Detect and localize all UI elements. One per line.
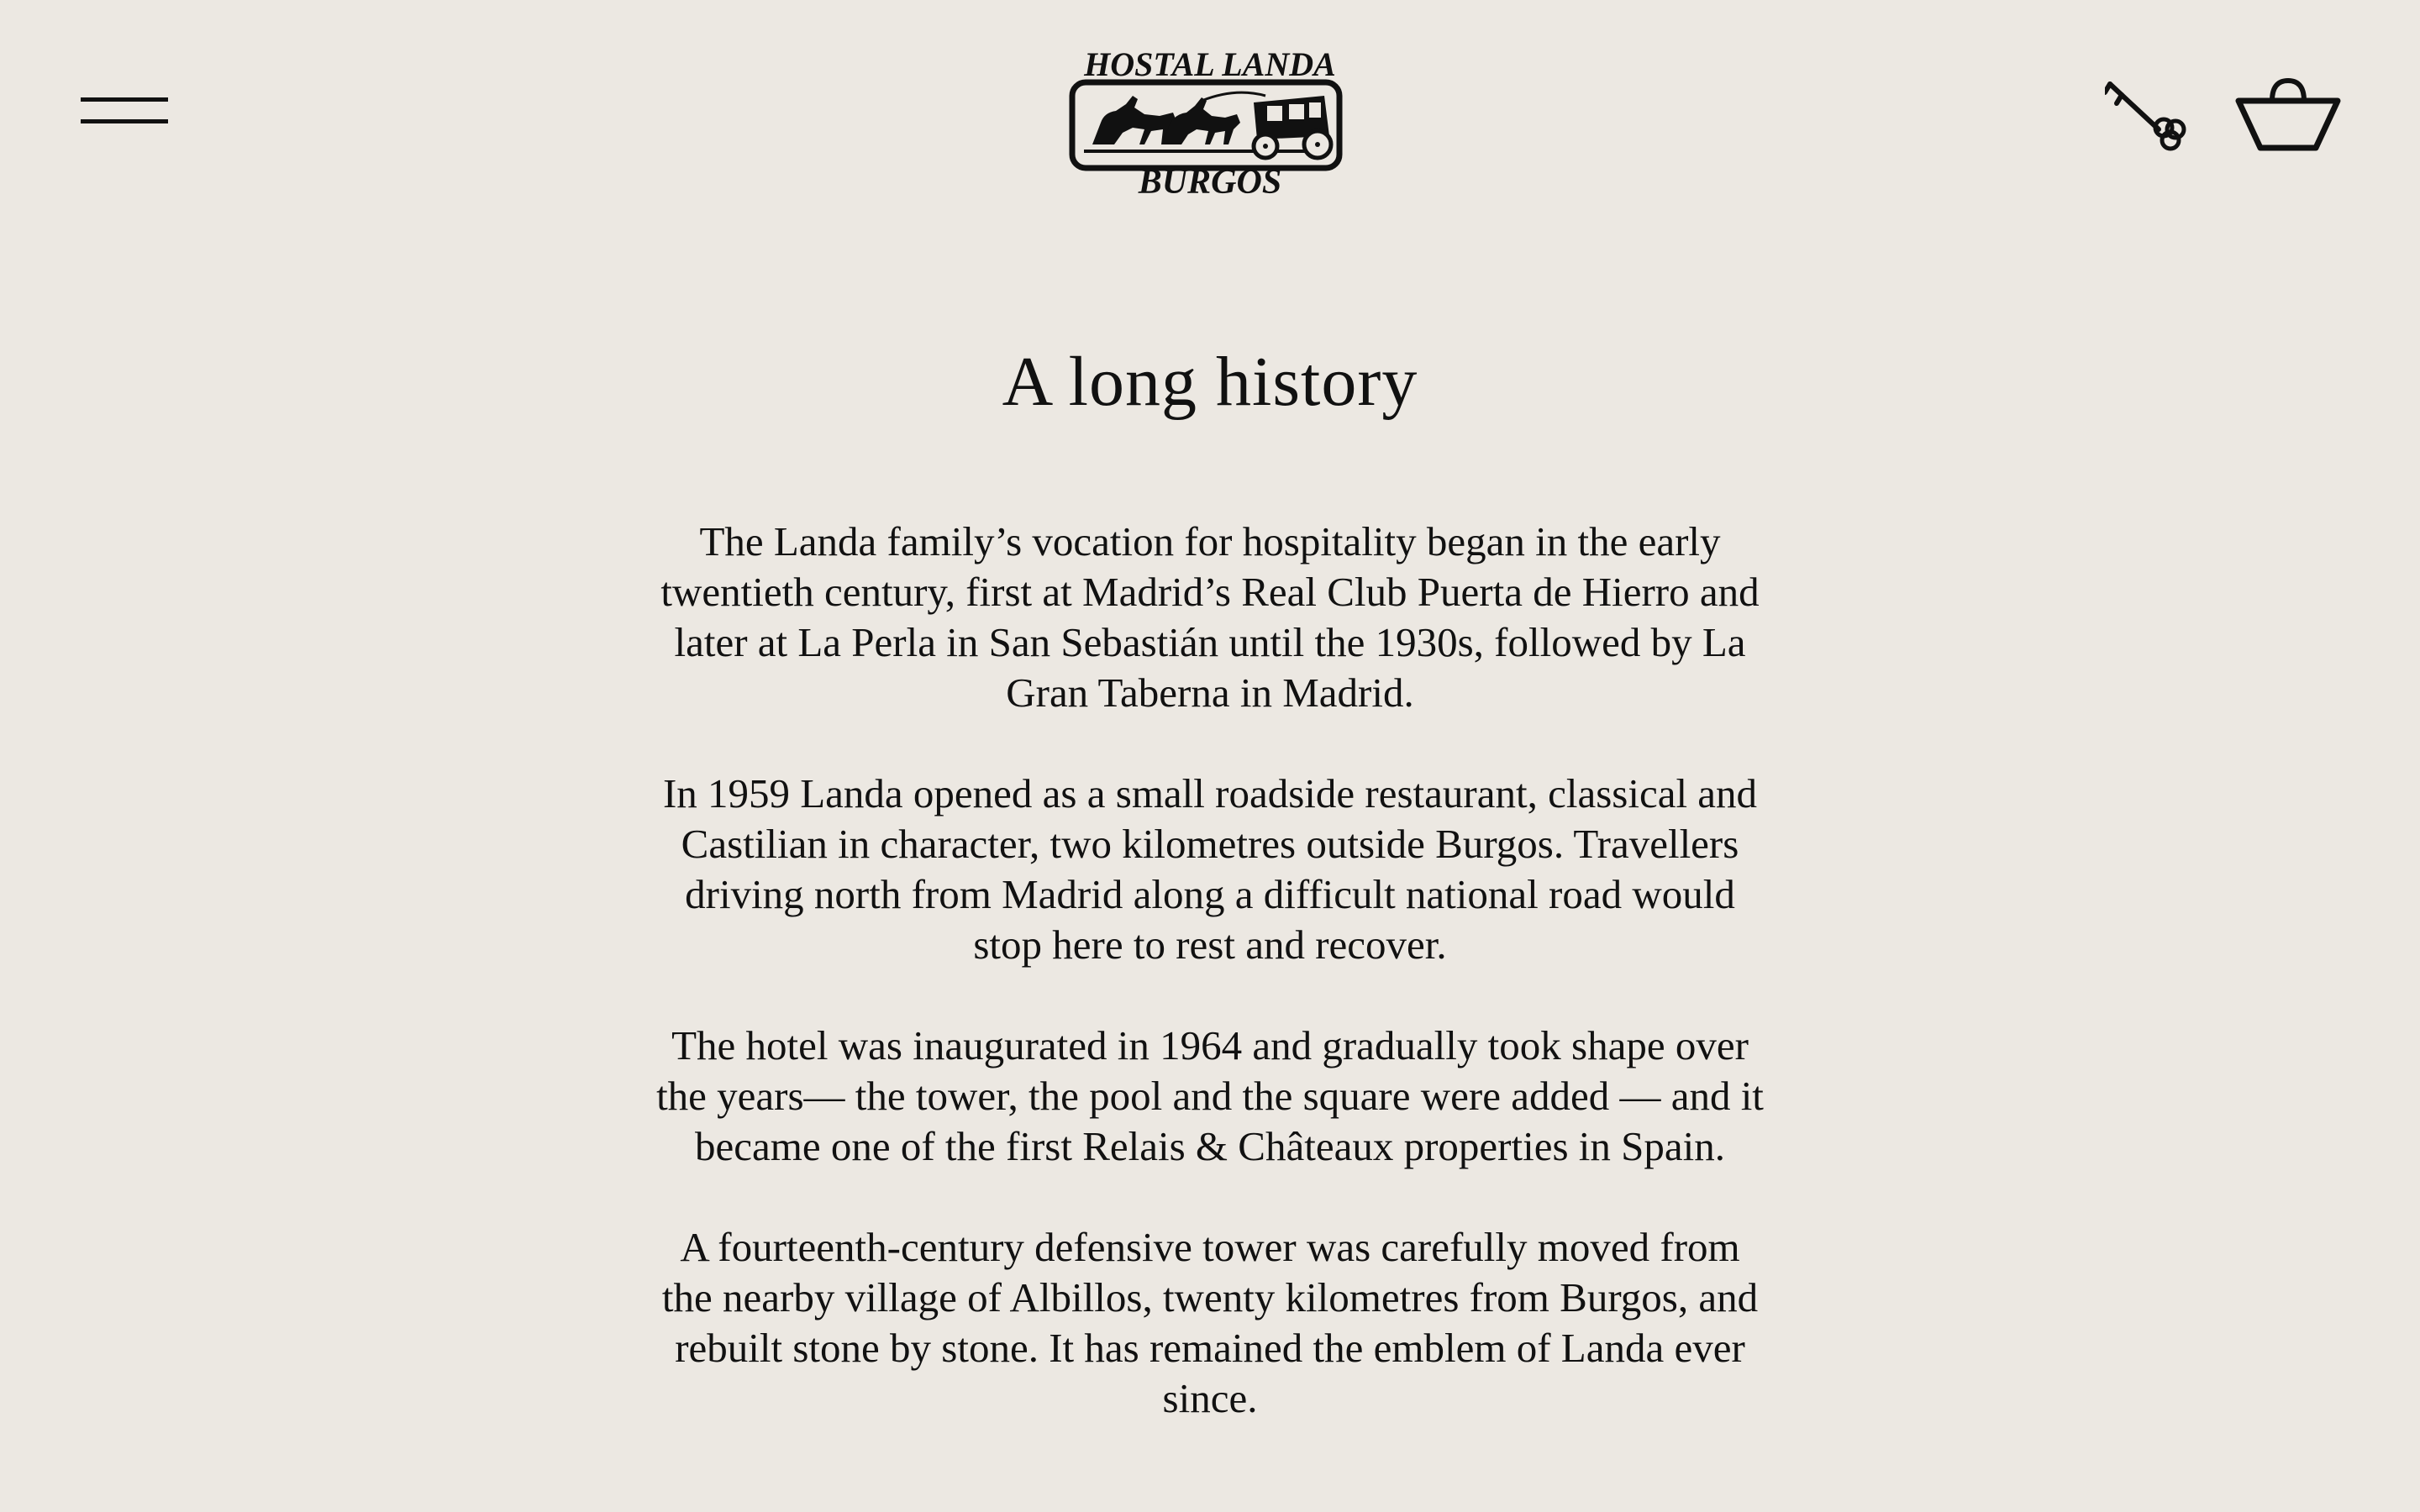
history-paragraph: The hotel was inaugurated in 1964 and gradually took shape over the years— the tower, the pool and the square were added — and it became one of the first Relais & Châteaux properties in Spain.: [656, 1022, 1764, 1169]
history-paragraph: In 1959 Landa opened as a small roadside restaurant, classical and Castilian in character, two kilometres outside Burgos. Travellers driving north from Madrid along a difficult national road would stop here to rest and recover.: [662, 770, 1758, 968]
page-title: A long history: [1002, 343, 1418, 421]
key-button[interactable]: [2105, 77, 2189, 155]
main-content: [639, 336, 1781, 1474]
history-paragraph: A fourteenth-century defensive tower was carefully moved from the nearby village of Albillos, twenty kilometres from Burgos, and rebuilt stone by stone. It has remained the emblem of Landa ever since.: [661, 1224, 1759, 1421]
basket-button[interactable]: [2235, 77, 2341, 153]
menu-icon-bar: [81, 97, 168, 102]
menu-button[interactable]: [81, 94, 168, 128]
logo-top-lettering: HOSTAL LANDA: [1084, 45, 1336, 83]
hostal-landa-logo[interactable]: [1067, 45, 1353, 202]
basket-icon: [2235, 77, 2341, 153]
history-text: [639, 517, 1781, 1424]
menu-icon-bar: [81, 119, 168, 123]
logo-carriage-icon: [1067, 45, 1353, 202]
key-icon: [2105, 77, 2189, 155]
history-paragraph: The Landa family’s vocation for hospitality began in the early twentieth century, first at Madrid’s Real Club Puerta de Hierro and later at La Perla in San Sebastián until the 1930s, followed by La Gran Taberna in Madrid.: [660, 518, 1760, 716]
logo-bottom-lettering: BURGOS: [1138, 163, 1282, 202]
